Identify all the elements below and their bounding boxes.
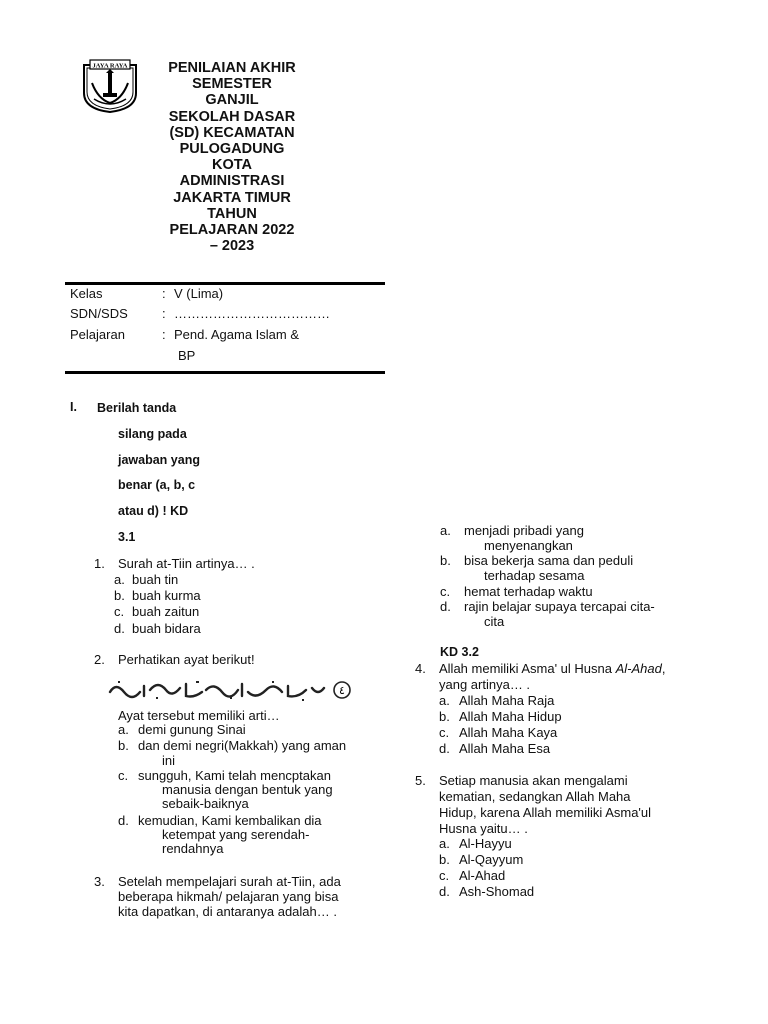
option-text: hemat terhadap waktu (464, 584, 593, 599)
option-letter: a. (118, 722, 129, 737)
arabic-verse-image (106, 676, 354, 704)
option-text: ini (162, 753, 176, 768)
question-text: Setelah mempelajari surah at-Tiin, ada (118, 874, 341, 889)
option-letter: d. (114, 621, 125, 636)
question-text: beberapa hikmah/ pelajaran yang bisa (118, 889, 339, 904)
exam-title (150, 60, 314, 254)
title-line: PELAJARAN 2022 (169, 222, 295, 239)
info-value: Pend. Agama Islam & (174, 327, 300, 342)
option-text: Allah Maha Hidup (459, 709, 562, 724)
question-number: 3. (94, 874, 105, 889)
title-line: PULOGADUNG (179, 141, 285, 158)
option-letter: a. (439, 836, 450, 851)
question-text (439, 661, 665, 677)
option-text: kemudian, Kami kembalikan dia (138, 813, 322, 828)
question-text-part: Allah memiliki Asma' ul Husna (439, 661, 616, 676)
instruction-line: Berilah tanda (97, 401, 177, 415)
title-line: TAHUN (207, 205, 257, 222)
option-letter: d. (440, 599, 451, 614)
question-number: 5. (415, 773, 426, 788)
question-text: Setiap manusia akan mengalami (439, 773, 628, 788)
option-letter: b. (440, 553, 451, 568)
title-line: PENILAIAN AKHIR (168, 60, 296, 76)
q2-option-a[interactable] (118, 722, 388, 738)
option-text: Ash-Shomad (459, 884, 535, 899)
question-text: Surah at-Tiin artinya… . (118, 556, 255, 571)
q3-option-d[interactable] (440, 599, 700, 631)
option-letter: a. (114, 572, 125, 587)
q4-option-a[interactable] (439, 693, 659, 709)
option-text: buah zaitun (132, 604, 200, 619)
q1-option-c[interactable] (114, 604, 334, 620)
info-row-subject-cont (70, 346, 380, 366)
question-text: kematian, sedangkan Allah Maha (439, 789, 631, 804)
instruction-line: atau d) ! KD (118, 504, 189, 518)
q3-option-b[interactable] (440, 553, 700, 585)
option-letter: b. (118, 738, 129, 753)
q2-option-d[interactable] (118, 813, 388, 859)
section-number: I. (70, 400, 77, 414)
option-text: terhadap sesama (484, 568, 585, 583)
info-row-school (70, 304, 380, 324)
title-line: SEMESTER (192, 76, 272, 93)
kd-heading: KD 3.2 (440, 645, 479, 659)
question-text-italic: Al-Ahad (615, 661, 662, 676)
info-value: ……………………………… (174, 306, 330, 321)
option-letter: b. (439, 709, 450, 724)
question-number: 2. (94, 652, 105, 667)
question-1 (94, 556, 384, 572)
option-letter: c. (439, 868, 450, 883)
option-letter: b. (114, 588, 125, 603)
question-5 (415, 773, 715, 837)
option-text: manusia dengan bentuk yang (162, 782, 333, 797)
option-text: Allah Maha Kaya (459, 725, 558, 740)
option-letter: d. (118, 813, 129, 828)
option-text: ketempat yang serendah- (162, 827, 310, 842)
instruction-line: jawaban yang (118, 453, 200, 467)
info-colon: : (162, 327, 166, 342)
option-text: demi gunung Sinai (138, 722, 246, 737)
q1-option-d[interactable] (114, 621, 334, 637)
q1-option-a[interactable] (114, 572, 334, 588)
q2-option-b[interactable] (118, 738, 388, 770)
q3-option-c[interactable] (440, 584, 700, 600)
option-text: sungguh, Kami telah mencptakan (138, 768, 331, 783)
title-line: GANJIL (205, 92, 259, 109)
option-text: dan demi negri(Makkah) yang aman (138, 738, 347, 753)
logo-banner-text: JAYA RAYA (92, 62, 128, 70)
q4-option-d[interactable] (439, 741, 659, 757)
option-text: cita (484, 614, 505, 629)
question-number: 4. (415, 661, 426, 676)
info-colon: : (162, 286, 166, 301)
info-value: BP (178, 348, 196, 363)
q5-option-a[interactable] (439, 836, 659, 852)
option-letter: c. (439, 725, 450, 740)
info-row-kelas (70, 284, 380, 304)
option-text: menjadi pribadi yang (464, 523, 584, 538)
title-line: SEKOLAH DASAR (168, 108, 296, 125)
info-label: Pelajaran (70, 327, 125, 342)
title-line: KOTA (211, 157, 252, 174)
title-line: JAKARTA TIMUR (173, 189, 291, 206)
q5-option-c[interactable] (439, 868, 659, 884)
info-value: V (Lima) (174, 286, 224, 301)
question-3 (94, 874, 394, 920)
question-text: Perhatikan ayat berikut! (118, 652, 255, 667)
instruction-line: 3.1 (118, 530, 136, 544)
verse-number: ٤ (339, 684, 345, 697)
option-text: Allah Maha Raja (459, 693, 555, 708)
question-text: Hidup, karena Allah memiliki Asma'ul (439, 805, 652, 820)
option-text: menyenangkan (484, 538, 573, 553)
info-colon: : (162, 306, 166, 321)
q4-option-c[interactable] (439, 725, 659, 741)
question-number: 1. (94, 556, 105, 571)
q1-option-b[interactable] (114, 588, 334, 604)
jakarta-crest-logo (78, 59, 142, 113)
option-letter: c. (114, 604, 125, 619)
option-text: Al-Qayyum (459, 852, 524, 867)
q4-option-b[interactable] (439, 709, 659, 725)
student-info (70, 284, 380, 368)
q5-option-d[interactable] (439, 884, 659, 900)
q3-option-a[interactable] (440, 523, 700, 555)
option-letter: a. (440, 523, 451, 538)
option-text: Al-Ahad (459, 868, 506, 883)
info-label: Kelas (70, 286, 103, 301)
question-text: Husna yaitu… . (439, 821, 528, 836)
option-text: Allah Maha Esa (459, 741, 551, 756)
instruction-line: silang pada (118, 427, 187, 441)
question-4 (415, 661, 715, 693)
option-text: rendahnya (162, 841, 224, 856)
option-letter: d. (439, 884, 450, 899)
option-text: buah tin (132, 572, 179, 587)
info-row-subject (70, 325, 380, 345)
option-letter: c. (118, 768, 129, 783)
q2-option-c[interactable] (118, 768, 388, 814)
option-text: bisa bekerja sama dan peduli (464, 553, 634, 568)
option-text: buah kurma (132, 588, 201, 603)
question-text: kita dapatkan, di antaranya adalah… . (118, 904, 337, 919)
option-text: sebaik-baiknya (162, 796, 249, 811)
option-letter: a. (439, 693, 450, 708)
title-line: (SD) KECAMATAN (169, 124, 295, 141)
option-text: buah bidara (132, 621, 201, 636)
option-text: rajin belajar supaya tercapai cita- (464, 599, 655, 614)
info-label: SDN/SDS (70, 306, 128, 321)
option-letter: d. (439, 741, 450, 756)
section-instructions (70, 400, 270, 550)
option-text: Al-Hayyu (459, 836, 512, 851)
question-prompt: Ayat tersebut memiliki arti… (118, 708, 280, 723)
option-letter: b. (439, 852, 450, 867)
question-2 (94, 652, 384, 668)
title-line: ADMINISTRASI (179, 173, 285, 190)
option-letter: c. (440, 584, 451, 599)
bottom-divider (65, 371, 385, 374)
q5-option-b[interactable] (439, 852, 659, 868)
title-line: – 2023 (209, 238, 255, 255)
question-text-part: , (661, 661, 666, 676)
question-text: yang artinya… . (439, 677, 531, 692)
instruction-line: benar (a, b, c (118, 478, 196, 492)
